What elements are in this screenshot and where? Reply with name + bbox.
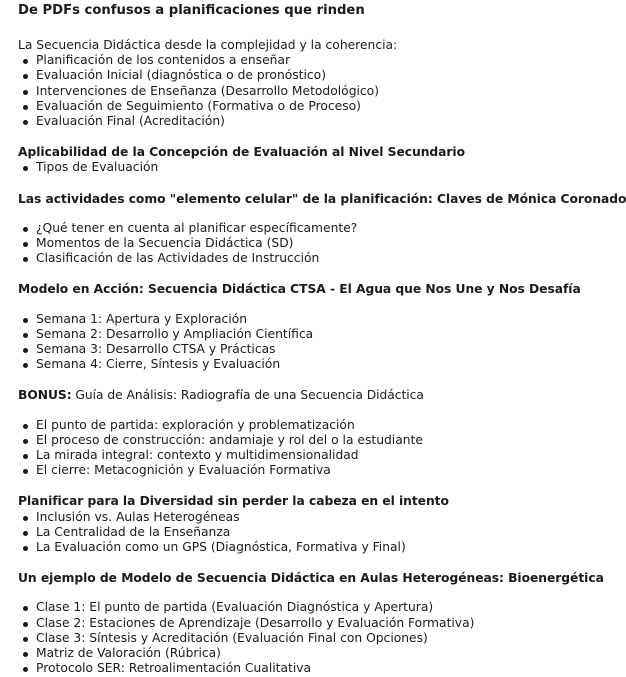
section-heading: Planificar para la Diversidad sin perder la cabeza en el intento <box>18 494 449 509</box>
bullet-icon <box>23 516 28 521</box>
list-item <box>18 525 553 540</box>
section-modelo-en-accion <box>18 282 581 372</box>
list-item-text: La mirada integral: contexto y multidimensionalidad <box>36 448 359 463</box>
list-item <box>18 327 553 342</box>
spacer <box>18 555 553 571</box>
list-item <box>18 600 553 615</box>
spacer <box>18 176 553 192</box>
spacer <box>18 586 553 600</box>
list-item <box>18 616 553 631</box>
bullet-icon <box>23 469 28 474</box>
list-item <box>18 68 553 83</box>
list-item-text: La Centralidad de la Enseñanza <box>36 524 231 539</box>
list-item-text: Momentos de la Secuencia Didáctica (SD) <box>36 236 294 251</box>
section-heading: Las actividades como "elemento celular" de la planificación: Claves de Mónica Coronado <box>18 191 626 206</box>
list-item <box>18 53 553 68</box>
list-item-text: Intervenciones de Enseñanza (Desarrollo Metodológico) <box>36 83 379 98</box>
list-item <box>18 357 553 372</box>
bullet-icon <box>23 363 28 368</box>
spacer <box>18 372 553 388</box>
bullet-icon <box>23 637 28 642</box>
list-item <box>18 114 553 129</box>
bullet-list <box>18 221 553 267</box>
list-item-text: Evaluación de Seguimiento (Formativa o de Proceso) <box>36 98 361 113</box>
list-item-text: Planificación de los contenidos a enseñar <box>36 53 291 68</box>
bullet-icon <box>23 227 28 232</box>
list-item-text: El proceso de construcción: andamiaje y rol del o la estudiante <box>36 432 423 447</box>
bullet-icon <box>23 257 28 262</box>
list-item <box>18 251 553 266</box>
bullet-icon <box>23 622 28 627</box>
section-heading <box>18 388 553 403</box>
bullet-icon <box>23 652 28 657</box>
bullet-icon <box>23 90 28 95</box>
list-item-text: Evaluación Final (Acreditación) <box>36 114 225 129</box>
list-item-text: Protocolo SER: Retroalimentación Cualitativa <box>36 661 312 676</box>
bullet-list <box>18 53 553 129</box>
list-item <box>18 84 553 99</box>
bullet-icon <box>23 120 28 125</box>
list-item <box>18 448 553 463</box>
list-item <box>18 160 553 175</box>
section-ejemplo-bioenergetica <box>18 571 604 676</box>
list-item-text: Semana 4: Cierre, Síntesis y Evaluación <box>36 357 281 372</box>
list-item-text: Semana 3: Desarrollo CTSA y Prácticas <box>36 342 276 357</box>
section-heading: Un ejemplo de Modelo de Secuencia Didáctica en Aulas Heterogéneas: Bioenergética <box>18 571 604 586</box>
list-item <box>18 221 553 236</box>
bullet-list <box>18 418 553 479</box>
bonus-label: BONUS: <box>18 388 72 403</box>
bullet-icon <box>23 546 28 551</box>
list-item-text: Clase 2: Estaciones de Aprendizaje (Desarrollo y Evaluación Formativa) <box>36 615 475 630</box>
bullet-icon <box>23 348 28 353</box>
bullet-icon <box>23 59 28 64</box>
section-diversidad <box>18 494 553 555</box>
bullet-icon <box>23 333 28 338</box>
bullet-icon <box>23 454 28 459</box>
bullet-list <box>18 510 553 556</box>
section-heading: Modelo en Acción: Secuencia Didáctica CTSA - El Agua que Nos Une y Nos Desafía <box>18 282 581 297</box>
list-item <box>18 433 553 448</box>
bullet-icon <box>23 606 28 611</box>
bullet-icon <box>23 318 28 323</box>
bullet-icon <box>23 74 28 79</box>
spacer <box>18 298 553 312</box>
bullet-icon <box>23 531 28 536</box>
bullet-icon <box>23 439 28 444</box>
list-item-text: La Evaluación como un GPS (Diagnóstica, Formativa y Final) <box>36 540 406 555</box>
list-item-text: Clasificación de las Actividades de Instrucción <box>36 251 320 266</box>
list-item-text: Semana 2: Desarrollo y Ampliación Científica <box>36 326 314 341</box>
spacer <box>18 207 553 221</box>
bullet-icon <box>23 667 28 672</box>
bonus-heading-text: Guía de Análisis: Radiografía de una Secuencia Didáctica <box>71 388 424 403</box>
list-item <box>18 312 553 327</box>
spacer <box>18 478 553 494</box>
list-item <box>18 540 553 555</box>
bullet-icon <box>23 424 28 429</box>
section-bonus <box>18 388 553 478</box>
list-item-text: Clase 1: El punto de partida (Evaluación Diagnóstica y Apertura) <box>36 600 434 615</box>
list-item-text: El punto de partida: exploración y problematización <box>36 417 355 432</box>
list-item-text: Matriz de Valoración (Rúbrica) <box>36 646 221 661</box>
list-item <box>18 342 553 357</box>
list-item <box>18 646 553 661</box>
section-secuencia-didactica <box>18 38 553 129</box>
list-item <box>18 236 553 251</box>
list-item-text: Semana 1: Apertura y Exploración <box>36 311 248 326</box>
section-actividades <box>18 191 626 267</box>
list-item-text: ¿Qué tener en cuenta al planificar específicamente? <box>36 220 358 235</box>
list-item <box>18 661 553 676</box>
bullet-icon <box>23 105 28 110</box>
section-heading: Aplicabilidad de la Concepción de Evaluación al Nivel Secundario <box>18 145 465 160</box>
document-title: De PDFs confusos a planificaciones que rinden <box>18 3 365 18</box>
list-item-text: El cierre: Metacognición y Evaluación Formativa <box>36 463 331 478</box>
list-item-text: Inclusión vs. Aulas Heterogéneas <box>36 509 240 524</box>
list-item-text: Evaluación Inicial (diagnóstica o de pronóstico) <box>36 68 327 83</box>
list-item <box>18 99 553 114</box>
spacer <box>18 20 553 38</box>
list-item <box>18 463 553 478</box>
bullet-list <box>18 160 553 175</box>
section-aplicabilidad <box>18 145 553 175</box>
section-heading: La Secuencia Didáctica desde la complejidad y la coherencia: <box>18 38 398 52</box>
list-item-text: Clase 3: Síntesis y Acreditación (Evaluación Final con Opciones) <box>36 630 428 645</box>
spacer <box>18 404 553 418</box>
list-item <box>18 510 553 525</box>
list-item <box>18 418 553 433</box>
bullet-icon <box>23 242 28 247</box>
spacer <box>18 266 553 282</box>
bullet-icon <box>23 166 28 171</box>
bullet-list <box>18 312 553 373</box>
list-item-text: Tipos de Evaluación <box>36 160 159 175</box>
spacer <box>18 129 553 145</box>
list-item <box>18 631 553 646</box>
bullet-list <box>18 600 553 676</box>
